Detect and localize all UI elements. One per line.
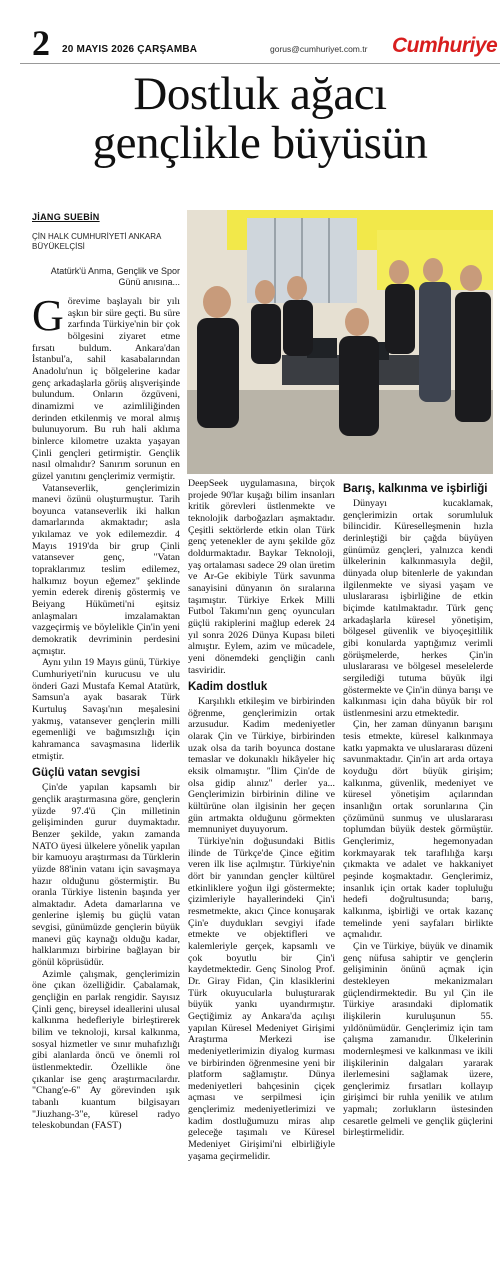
paragraph: Çin, her zaman dünyanın barışını tesis etmekte, küresel kalkınmaya katkı yapmakta ve uluslararası düzeni savunmaktadır. Çin'in art arda ortaya koyduğu dört büyük girişim; kalkınma, güvenlik, medeniyet ve küresel yönetişim açılarından insanlığın ortak sorunlarına Çin çözümünü sunmuş ve uluslararası toplumdan büyük destek görmüştür. Gençlerimiz, hegemonyadan korkmayarak tek taraflılığa karşı çıkmakta ve adalet ve hakkaniyet peşinde koşmaktadır. Gençlerimiz, insanlık için ortak kader topluluğu hedefi doğrultusunda; barış, kalkınma, işbirliği ve ortak kazanç temelinde yeni sayfaları birlikte açmalıdır. [343,719,493,941]
page-number: 2 [32,23,50,63]
paragraph: Çin ve Türkiye, büyük ve dinamik genç nüfusa sahiptir ve gençlerin gelişiminin önünü açmak için destekleyen mekanizmaları güçlendirmektedir. Bu yıl Çin ile Türkiye arasındaki diplomatik ilişkilerin kuruluşunun 55. yıldönümüdür. Gençlerimiz için tam çalışma zamanıdır. Ülkelerinin modernleşmesi ve kalkınması ve ikili ilişkilerinin dalgaları yararak ilerlemesini sağlamak üzere, gençlerimiz fırsatları kollayıp girişimci bir ruhla yenilik ve atılım yapmalı; zorlukların üstesinden cesaretle gelmeli ve gençlik güçlerini birleştirmelidir. [343,940,493,1139]
article-photo [187,210,493,474]
paragraph: Karşılıklı etkileşim ve birbirinden öğrenme, gençlerimizin ortak arzusudur. Kadim medeniyetler olarak Çin ve Türkiye, birbirinden uzak olsa da tarih boyunca dostane temaslar ve dokunaklı hikâyeler hiç eksik olmamıştır. "İlim Çin'de de olsa gidip alınız" derler ya... Gençlerimizin birbirinin diline ve kültürüne olan ilgisinin her geçen gün artmakta olduğunu görmekten memnuniyet duyuyorum. [188,696,335,836]
drop-cap: G [32,296,64,340]
author-affiliation: ÇİN HALK CUMHURİYETİ ANKARA BÜYÜKELÇİSİ [32,232,161,251]
masthead [0,22,500,62]
paragraph: Çin'de yapılan kapsamlı bir gençlik araştırmasına göre, gençlerin yüzde 97.4'ü Çin milletinin gelişiminden gurur duymaktadır. Benzer şekilde, yakın zamanda NATO üyesi ülkelere yönelik yapılan bir kamuoyu araştırması da Türklerin yüzde 88'inin vatanı için savaşmaya hazır olduğunu göstermiştir. Bu oranla Türkiye listenin başında yer almaktadır. Adeta damarlarına ve genlerine işlemiş bu güçlü vatan sevgisi, günümüzde gençlerin büyük manevi güç kaynağı olduğu kadar, halklarımızı birbirine bağlayan bir gönül köprüsüdür. [32,782,180,969]
paragraph: Görevime başlayalı bir yılı aşkın bir süre geçti. Bu süre zarfında Türkiye'nin bir çok bölgesini ziyaret etme fırsatı buldum. Ankara'dan İstanbul'a, sahil kasabalarından Anadolu'nun iç bölgelerine kadar genç arkadaşlarla görüş alışverişinde bulundum. Onların özgüveni, dinamizmi ve azimliliğinden derinden etkilenmiş ve moral almış bulunuyorum. Bu ruh hali aklıma binlerce kilometre uzakta yaşayan Çinli gençleri getirmiştir. Gençlik nasıl olmalıdır? Sanırım sorunun en güzel yanıtını gençlerimiz vermiştir. [32,296,180,482]
section-heading: Kadim dostluk [188,681,268,694]
headline [20,70,500,168]
paragraph: Dünyayı kucaklamak, gençlerimizin ortak sorumluluk bilincidir. Küreselleşmenin hızla derinleştiği bir çağda büyüyen günümüz gençleri, yalnızca kendi ülkelerinin kalkınmasıyla değil, dünyada olup bitenlerle de yakından ilgilenmekte ve siyasi yaşam ve uluslararası işbirliğine de etkin biçimde katılmaktadır. Türk genç arkadaşlarla küresel yönetişim, bölgesel güvenlik ve biyoçeşitlilik gibi konularda yaptığımız verimli görüşmelerde, herkes Çin'in uluslararası ve bölgesel meselelerde sergilediği tutuma büyük ilgi göstermekte ve Çin'in dünya barışı ve kalkınması için daha büyük bir rol üstlenmesini arzu etmektedir. [343,498,493,719]
contact-email[interactable]: gorus@cumhuriyet.com.tr [270,44,368,54]
paragraph: Türkiye'nin doğusundaki Bitlis ilinde de Türkçe'de Çince eğitim veren ilk lise açılmıştır. Türkiye'nin dört bir yanından gençler kültürel etkinliklere yoğun ilgi göstermekte; çizimleriyle hayallerindeki Çin'i resmetmekte, akıcı Çince konuşarak Çin'e duydukları sevgiyi ifade etmekte ve objektifleri ve kalemleriyle gerçek, kapsamlı ve çok boyutlu bir Çin'i kaydetmektedir. Genç Sinolog Prof. Dr. Giray Fidan, Çin klasiklerini Türk okuyucularla buluşturarak büyük yankı uyandırmıştır. Geçtiğimiz ay Ankara'da açılışı yapılan Küresel Medeniyet Girişimi Araştırma Merkezi ise medeniyetlerimizin diyalog kurması ve birbirinden öğrenmesine yeni bir platform sağlamıştır. Dünya medeniyetleri bahçesinin çiçek açması ve serpilmesi için gençlerimiz medeniyetlerimizi ve kadim dostluğumuzu miras alıp geleceğe taşımalı ve Küresel Medeniyet Girişimi'ni elbirliğiyle yaşama geçirmelidir. [188,836,335,1162]
article-column-1 [32,296,180,1256]
issue-date: 20 MAYIS 2026 ÇARŞAMBA [62,44,198,55]
paragraph: DeepSeek uygulamasına, birçok projede 90'lar kuşağı bilim insanları kritik görevleri üstlenmekte ve teknolojik darboğazları aşmaktadır. Çeşitli sektörlerde etkin olan Türk genç yetenekler de aynı şekilde göz doldurmaktadır. Baykar Teknoloji, yaş ortalaması sadece 29 olan üretim ve Ar-Ge ekibiyle Türk savunma sanayisini dünyanın ön sıralarına taşımıştır. Türkiye Erkek Milli Futbol Takımı'nın genç oyuncuları güçlü rakiplerini mağlup ederek 24 yıl sonra 2026 Dünya Kupası bileti almıştır. Eylem, azim ve mücadele, yeni dönemdeki gençliğin canlı tasviridir. [188,478,335,676]
article-intro: Atatürk'ü Anma, Gençlik ve Spor Günü anısına... [50,266,180,288]
section-heading: Barış, kalkınma ve işbirliği [343,483,488,495]
article-column-3 [343,478,493,1258]
article-column-2 [188,478,335,1258]
headline-line-1: Dostluk ağacı [133,70,387,120]
paragraph: Aynı yılın 19 Mayıs günü, Türkiye Cumhuriyeti'nin kurucusu ve ulu önderi Gazi Mustafa Kemal Atatürk, Samsun'a ayak basarak Türk Kurtuluş Savaşı'nın meşalesini yakmış, vatansever gençlerin milli egemenliği ve bağımsızlığı için kahramanca savaşmasına liderlik etmiştir. [32,657,180,762]
newspaper-logo: Cumhuriye [392,34,498,57]
author-name: JİANG SUEBİN [32,212,100,222]
header-divider [20,63,500,64]
section-heading: Güçlü vatan sevgisi [32,767,141,780]
classroom-photo-illustration [187,210,493,474]
headline-line-2: gençlikle büyüsün [92,117,428,168]
paragraph: Azimle çalışmak, gençlerimizin öne çıkan özelliğidir. Çabalamak, gençliğin en parlak rengidir. Sayısız Çinli genç, bireysel ideallerini ulusal kalkınma hedefleriyle birleştirerek bilim ve teknoloji, kırsal kalkınma, sosyal hizmetler ve sınır muhafızlığı gibi alanlarda öncü ve önemli rol üstlenmektedir. Özellikle öne çıkanlar ise genç araştırmacılardır. "Chang'e-6" Ay görevinden ışık tabanlı kuantum bilgisayarı "Jiuzhang-3"e, küresel radyo teleskobundan (FAST) [32,968,180,1132]
paragraph: Vatanseverlik, gençlerimizin manevi özünü oluşturmuştur. Tarih boyunca vatanseverlik iki halkın damarlarında akmaktadır; asla yıkılamaz ve yok edilemezdir. 4 Mayıs 1919'da bir grup Çinli vatansever genç, "Vatan topraklarımız teslim edilemez, halkımız boyun eğemez" şeklinde yemin ederek direniş göstermiş ve Beiyang Hükümeti'ni eşitsiz anlaşmaları imzalamaktan vazgeçirmiş ve böylelikle Çin'in yeni demokratik devriminin perdesini açmıştır. [32,482,180,657]
